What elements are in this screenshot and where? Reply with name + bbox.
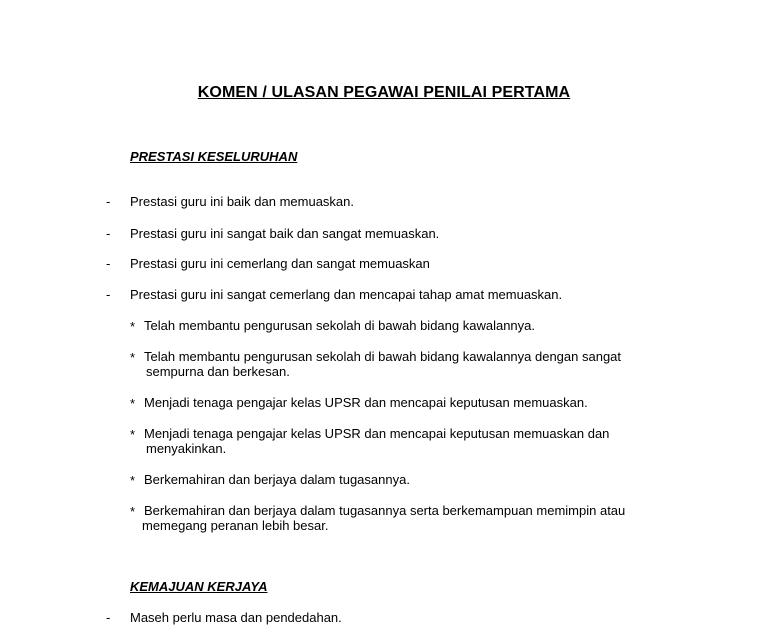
sub-list-item-continuation: menyakinkan. xyxy=(146,441,227,456)
star-bullet: * xyxy=(130,427,136,442)
sub-list-item-text: Menjadi tenaga pengajar kelas UPSR dan mencapai keputusan memuaskan. xyxy=(144,395,588,410)
star-bullet: * xyxy=(130,504,136,519)
sub-list-item-text: Telah membantu pengurusan sekolah di bawah bidang kawalannya. xyxy=(144,318,535,333)
star-bullet: * xyxy=(130,396,136,411)
dash-bullet: - xyxy=(106,226,111,241)
document-title: KOMEN / ULASAN PEGAWAI PENILAI PERTAMA xyxy=(197,84,571,101)
sub-list-item-text: Menjadi tenaga pengajar kelas UPSR dan mencapai keputusan memuaskan dan xyxy=(144,426,610,441)
sub-list-item-text: Berkemahiran dan berjaya dalam tugasannya serta berkemampuan memimpin atau xyxy=(144,503,626,518)
dash-bullet: - xyxy=(106,287,111,302)
section-heading-prestasi: PRESTASI KESELURUHAN xyxy=(130,149,298,164)
section-heading-kemajuan-kerjaya: KEMAJUAN KERJAYA xyxy=(130,579,268,594)
list-item-text: Prestasi guru ini cemerlang dan sangat memuaskan xyxy=(130,256,430,271)
sub-list-item-text: Berkemahiran dan berjaya dalam tugasannya. xyxy=(144,472,410,487)
list-item-text: Prestasi guru ini sangat cemerlang dan mencapai tahap amat memuaskan. xyxy=(130,287,563,302)
dash-bullet: - xyxy=(106,194,111,209)
sub-list-item-text: Telah membantu pengurusan sekolah di bawah bidang kawalannya dengan sangat xyxy=(144,349,622,364)
sub-list-item-continuation: memegang peranan lebih besar. xyxy=(142,518,329,533)
dash-bullet: - xyxy=(106,610,111,625)
list-item-text: Prestasi guru ini baik dan memuaskan. xyxy=(130,194,355,209)
sub-list-item-continuation: sempurna dan berkesan. xyxy=(146,364,290,379)
list-item-text: Prestasi guru ini sangat baik dan sangat memuaskan. xyxy=(130,226,440,241)
dash-bullet: - xyxy=(106,256,111,271)
star-bullet: * xyxy=(130,350,136,365)
star-bullet: * xyxy=(130,473,136,488)
star-bullet: * xyxy=(130,319,136,334)
list-item-text: Maseh perlu masa dan pendedahan. xyxy=(130,610,342,625)
